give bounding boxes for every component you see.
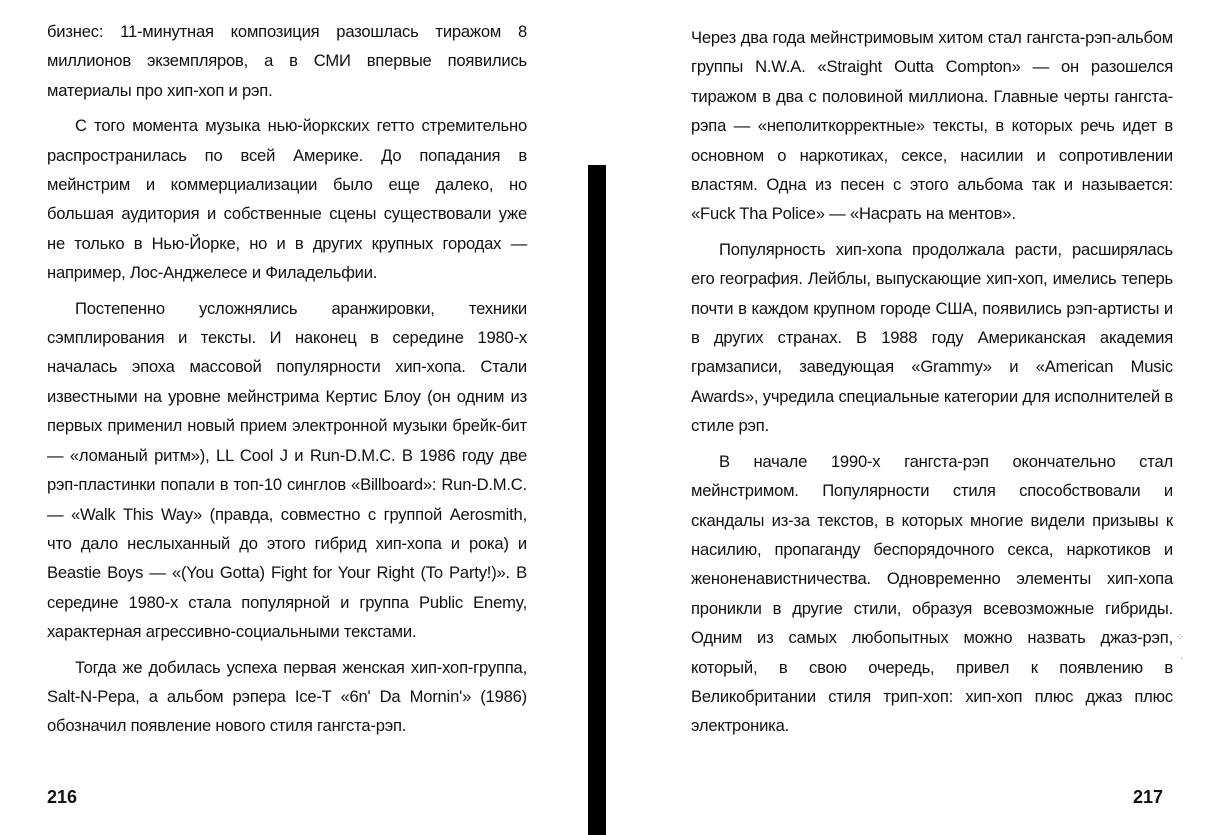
paragraph: Тогда же добилась успеха первая женская хип-хоп-группа, Salt-N-Pepa, а альбом рэпера Ice-T «6n' Da Mornin'» (1986) обозначил появление нового стиля гангста-рэп. <box>47 657 527 736</box>
paragraph: С того момента музыка нью-йоркских гетто стремительно распространилась по всей Америке. До попадания в мейнстрим и коммерциализации было еще далеко, но большая аудитория и собственные сцены существовали уже не только в Нью-Йорке, но и в других крупных городах — например, Лос-Анджелесе и Филадельфии. <box>47 116 527 283</box>
right-page <box>606 0 1223 835</box>
paragraph: бизнес: 11-минутная композиция разошлась тиражом 8 миллионов экземпляров, а в СМИ впервые появились материалы про хип-хоп и рэп. <box>47 22 527 100</box>
scan-noise-speck: · <box>1180 654 1184 665</box>
left-page <box>0 0 590 835</box>
paragraph: Постепенно усложнялись аранжировки, техники сэмплирования и тексты. И наконец в середине 1980-х началась эпоха массовой популярности хип-хопа. Стали известными на уровне мейнстрима Кертис Блоу (он одним из первых применил новый прием электронной музыки брейк-бит — «ломаный ритм»), LL Cool J и Run-D.M.C. В 1986 году две рэп-пластинки попали в топ-10 синглов «Billboard»: Run-D.M.C. — «Walk This Way» (правда, совместно с группой Aerosmith, что дало неслыханный до этого гибрид хип-хопа и рока) и Beastie Boys — «(You Gotta) Fight for Your Right (To Party!)». В середине 1980-х стала популярной и группа Public Enemy, характерная агрессивно-социальными текстами. <box>47 298 527 642</box>
right-page-text <box>691 23 1173 747</box>
binding-gutter-shadow <box>588 165 606 835</box>
scan-noise-speck: ⁘ <box>1176 632 1185 643</box>
paragraph: Через два года мейнстримовым хитом стал гангста-рэп-альбом группы N.W.A. «Straight Outta Compton» — он разошелся тиражом в два с половиной миллиона. Главные черты гангста-рэпа — «неполиткорректные» тексты, в которых речь идет в основном о наркотиках, сексе, насилии и сопротивлении властям. Одна из песен с этого альбома так и называется: «Fuck Tha Police» — «Насрать на ментов». <box>691 28 1173 224</box>
paragraph: Популярность хип-хопа продолжала расти, расширялась его география. Лейблы, выпускающие хип-хоп, имелись теперь почти в каждом крупном городе США, появились рэп-артисты и в других странах. В 1988 году Американская академия грамзаписи, заведующая «Grammy» и «American Music Awards», учредила специальные категории для исполнителей в стиле рэп. <box>691 239 1173 436</box>
page-number-left: 216 <box>47 787 78 807</box>
left-page-text <box>47 17 527 747</box>
page-number-right: 217 <box>1133 787 1164 807</box>
paragraph: В начале 1990-х гангста-рэп окончательно стал мейнстримом. Популярности стиля способствовали и скандалы из-за текстов, в которых многие видели призывы к насилию, пропаганду беспорядочного секса, наркотиков и женоненавистничества. Одновременно элементы хип-хопа проникли в другие стили, образуя всевозможные гибриды. Одним из самых любопытных можно назвать джаз-рэп, который, в свою очередь, привел к появлению в Великобритании стиля трип-хоп: хип-хоп плюс джаз плюс электроника. <box>691 451 1173 736</box>
